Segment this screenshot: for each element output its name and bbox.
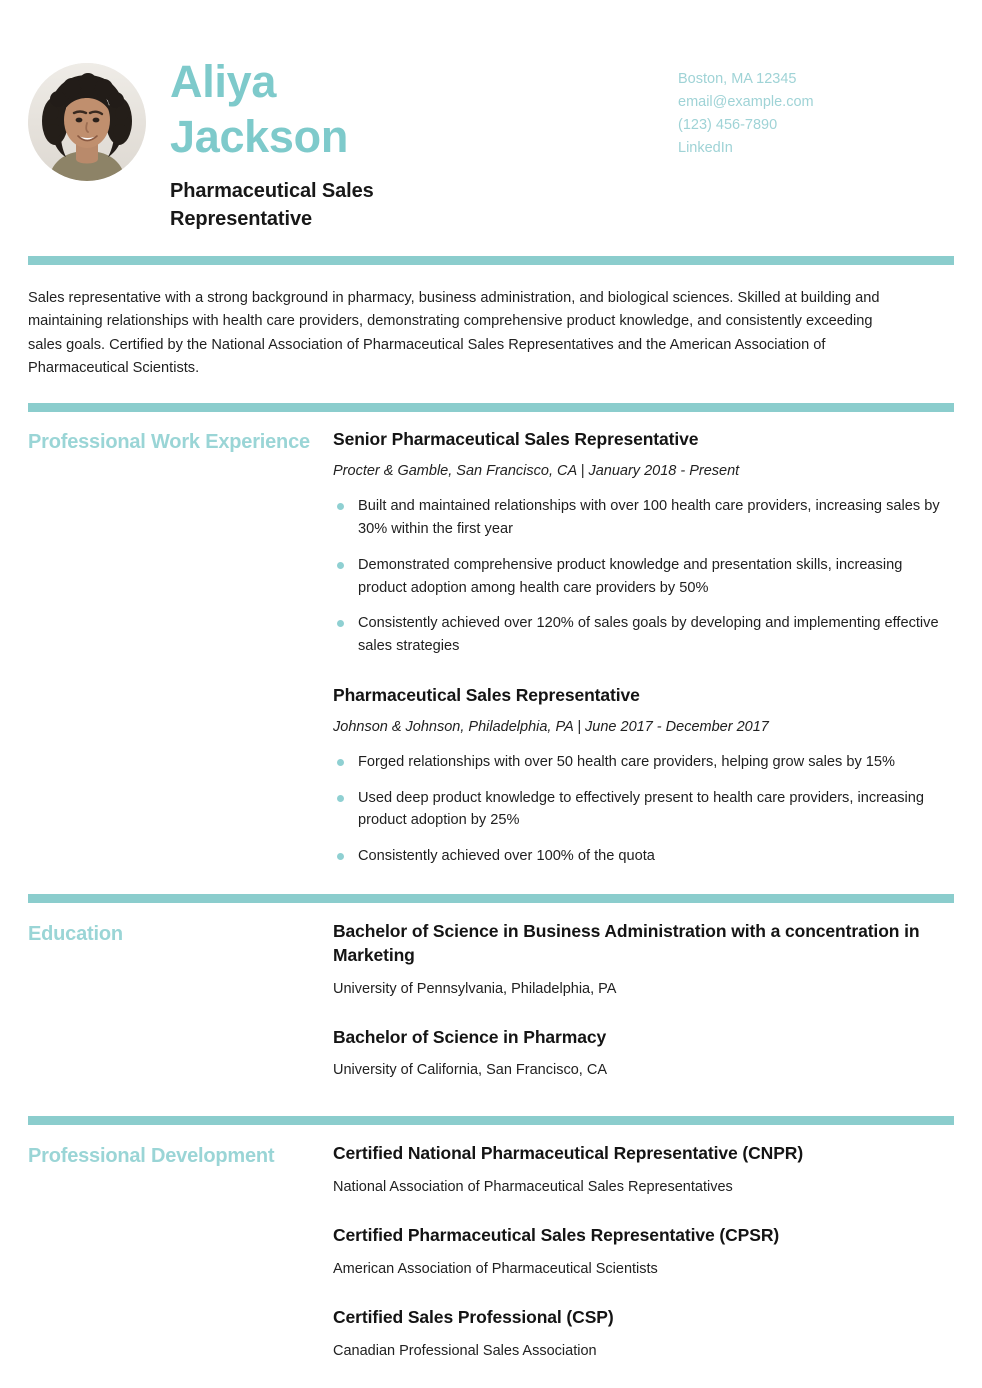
bullet-dot-icon	[337, 759, 344, 766]
entry-title: Senior Pharmaceutical Sales Representative	[333, 429, 699, 450]
entry-title: Bachelor of Science in Business Administration with a concentration in Marketing	[333, 920, 920, 965]
bullet-dot-icon	[337, 503, 344, 510]
development-entry	[333, 1306, 954, 1362]
bullet-dot-icon	[337, 562, 344, 569]
development-entry	[333, 1142, 954, 1198]
entry-sub: University of Pennsylvania, Philadelphia, PA	[333, 980, 617, 997]
entry-meta: Johnson & Johnson, Philadelphia, PA | June 2017 - December 2017	[333, 718, 769, 735]
development-entries	[333, 1142, 954, 1361]
first-name: Aliya	[170, 56, 277, 107]
entry-title: Pharmaceutical Sales Representative	[333, 684, 640, 705]
job-title: Pharmaceutical Sales Representative	[170, 179, 374, 231]
experience-entry	[333, 684, 954, 868]
entry-sub: University of California, San Francisco, CA	[333, 1062, 607, 1079]
bullet-text: Forged relationships with over 50 health care providers, helping grow sales by 15%	[358, 753, 896, 770]
section-education	[0, 920, 982, 1081]
list-item	[333, 612, 954, 658]
list-item	[333, 751, 954, 774]
development-entry	[333, 1224, 954, 1280]
entry-bullets	[333, 751, 954, 868]
list-item	[333, 845, 954, 868]
experience-entries	[333, 428, 954, 868]
section-heading-development: Professional Development	[28, 1145, 275, 1168]
page-title	[170, 55, 954, 165]
education-entry	[333, 920, 954, 1000]
bullet-text: Used deep product knowledge to effectively present to health care providers, increasing product adoption by 25%	[358, 789, 924, 829]
section-heading-education: Education	[28, 922, 123, 945]
entry-title: Certified Pharmaceutical Sales Representative (CPSR)	[333, 1225, 780, 1246]
bullet-dot-icon	[337, 853, 344, 860]
entry-title: Certified National Pharmaceutical Representative (CNPR)	[333, 1143, 804, 1164]
list-item	[333, 554, 954, 600]
contact-email[interactable]: email@example.com	[678, 93, 814, 110]
entry-sub: American Association of Pharmaceutical Scientists	[333, 1261, 658, 1277]
entry-sub: Canadian Professional Sales Association	[333, 1342, 597, 1359]
resume-header	[0, 0, 982, 234]
list-item	[333, 495, 954, 541]
list-item	[333, 787, 954, 833]
last-name: Jackson	[170, 110, 349, 162]
divider-header	[28, 256, 954, 265]
divider-experience	[28, 403, 954, 412]
bullet-dot-icon	[337, 620, 344, 627]
entry-bullets	[333, 495, 954, 658]
entry-title: Certified Sales Professional (CSP)	[333, 1307, 614, 1328]
section-heading-experience: Professional Work Experience	[28, 431, 310, 454]
entry-sub: National Association of Pharmaceutical Sales Representatives	[333, 1179, 733, 1196]
section-development	[0, 1142, 982, 1361]
bullet-text: Consistently achieved over 100% of the quota	[358, 848, 655, 865]
contact-phone[interactable]: (123) 456-7890	[678, 116, 778, 133]
bullet-text: Consistently achieved over 120% of sales goals by developing and implementing effective sales strategies	[358, 615, 939, 655]
bullet-dot-icon	[337, 795, 344, 802]
headline-block	[170, 55, 954, 234]
contact-block	[678, 68, 814, 160]
bullet-text: Built and maintained relationships with over 100 health care providers, increasing sales by 30% within the first year	[358, 498, 940, 537]
entry-title: Bachelor of Science in Pharmacy	[333, 1026, 607, 1047]
section-experience	[0, 428, 982, 868]
avatar	[28, 63, 146, 181]
summary-text: Sales representative with a strong background in pharmacy, business administration, and biological sciences. Skilled at building and maintaining relationships with health care providers, demonstrating comprehensive product knowledge, and consistently exceeding sales goals. Certified by the National Association of Pharmaceutical Sales Representatives and the American Association of Pharmaceutical Scientists.	[28, 289, 880, 377]
divider-development	[28, 1116, 954, 1125]
divider-education	[28, 894, 954, 903]
education-entries	[333, 920, 954, 1081]
experience-entry	[333, 428, 954, 658]
entry-meta: Procter & Gamble, San Francisco, CA | January 2018 - Present	[333, 462, 740, 479]
contact-location: Boston, MA 12345	[678, 71, 797, 87]
education-entry	[333, 1026, 954, 1082]
contact-linkedin[interactable]: LinkedIn	[678, 139, 733, 156]
bullet-text: Demonstrated comprehensive product knowledge and presentation skills, increasing product adoption among health care providers by 50%	[358, 556, 903, 596]
